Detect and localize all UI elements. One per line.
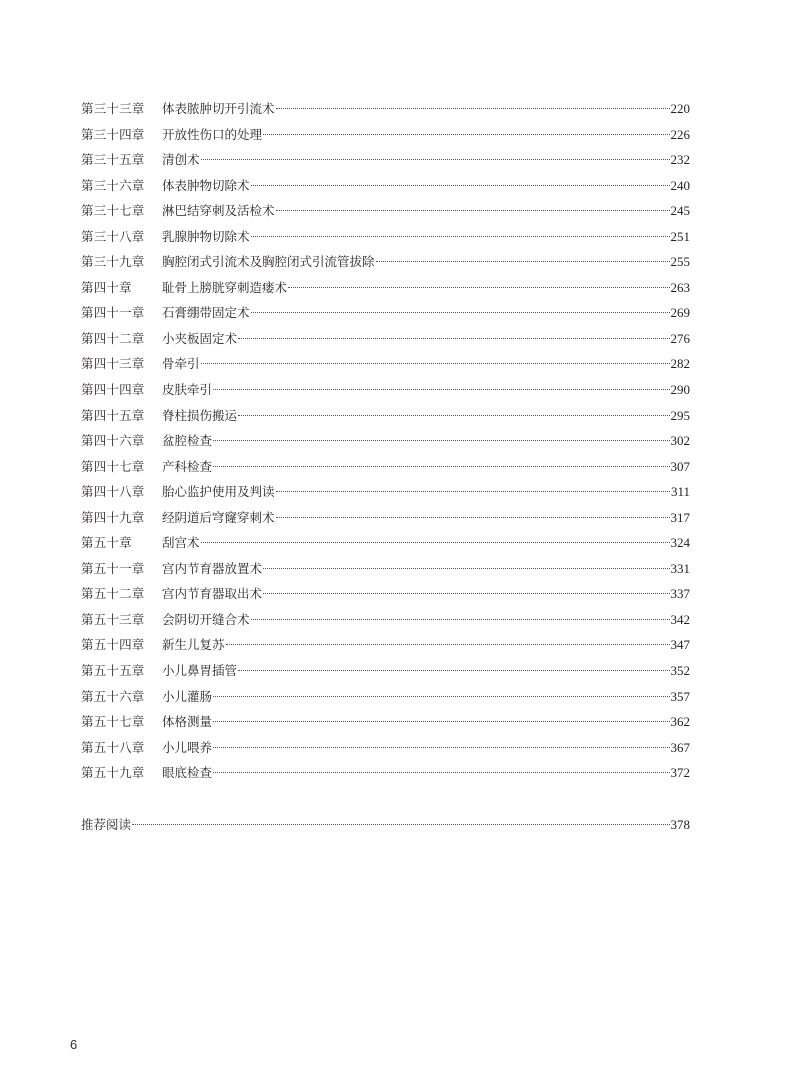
chapter-number: 第五十八章 (81, 739, 145, 755)
chapter-number: 第五十九章 (81, 765, 145, 781)
entry-page: 372 (670, 765, 690, 781)
entry-page: 226 (670, 126, 690, 142)
toc-entry[interactable] (81, 354, 690, 380)
dot-leader (213, 389, 669, 390)
entry-title: 眼底检查 (162, 765, 213, 781)
dot-leader (276, 517, 670, 518)
toc-entry[interactable] (81, 99, 690, 125)
dot-leader (213, 696, 669, 697)
chapter-number: 第三十九章 (81, 254, 145, 270)
toc-entry[interactable] (81, 278, 690, 304)
dot-leader (201, 542, 670, 543)
chapter-number: 第三十五章 (81, 152, 145, 168)
entry-title: 体表肿物切除术 (162, 177, 250, 193)
entry-page: 295 (670, 407, 690, 423)
toc-entry[interactable] (81, 661, 690, 687)
dot-leader (132, 824, 669, 825)
entry-title: 体格测量 (162, 714, 213, 730)
chapter-number: 第四十三章 (81, 356, 145, 372)
toc-entry[interactable] (81, 329, 690, 355)
recommended-reading-section (81, 815, 690, 841)
dot-leader (276, 210, 670, 211)
toc-entry[interactable] (81, 738, 690, 764)
chapter-number: 第三十三章 (81, 101, 145, 116)
chapter-number: 第四十五章 (81, 407, 145, 423)
entry-page: 269 (670, 305, 690, 321)
chapter-number: 第四十二章 (81, 330, 145, 346)
toc-entry[interactable] (81, 482, 690, 508)
entry-title: 盆腔检查 (162, 433, 213, 449)
entry-title: 骨牵引 (162, 356, 200, 372)
entry-page: 342 (670, 611, 690, 627)
chapter-number: 第四十四章 (81, 382, 145, 398)
toc-entry[interactable] (81, 227, 690, 253)
entry-title: 产科检查 (162, 458, 213, 474)
entry-title: 乳腺肿物切除术 (162, 228, 250, 244)
entry-page: 357 (670, 688, 690, 704)
entry-page: 302 (670, 433, 690, 449)
entry-title: 经阴道后穹窿穿刺术 (162, 509, 275, 525)
chapter-number: 第五十章 (81, 535, 132, 551)
entry-title: 耻骨上膀胱穿刺造瘘术 (162, 279, 288, 295)
toc-entry[interactable] (81, 687, 690, 713)
chapter-number: 第五十五章 (81, 663, 145, 679)
dot-leader (201, 159, 670, 160)
dot-leader (213, 721, 669, 722)
toc-entry[interactable] (81, 303, 690, 329)
entry-title: 小夹板固定术 (162, 330, 238, 346)
chapter-number: 第四十一章 (81, 305, 145, 321)
toc-entry[interactable] (81, 431, 690, 457)
toc-entry[interactable] (81, 763, 690, 789)
chapter-number: 第五十七章 (81, 714, 145, 730)
toc-entry[interactable] (81, 380, 690, 406)
dot-leader (263, 593, 669, 594)
entry-title: 脊柱损伤搬运 (162, 407, 238, 423)
chapter-number: 第三十六章 (81, 177, 145, 193)
entry-title: 宫内节育器放置术 (162, 560, 263, 576)
entry-page: 240 (670, 177, 690, 193)
chapter-number: 第五十四章 (81, 637, 145, 653)
toc-entry[interactable] (81, 635, 690, 661)
toc-entry[interactable] (81, 533, 690, 559)
dot-leader (201, 363, 670, 364)
dot-leader (213, 772, 669, 773)
dot-leader (288, 287, 669, 288)
dot-leader (238, 670, 669, 671)
dot-leader (276, 108, 670, 109)
entry-page: 352 (670, 663, 690, 679)
entry-title: 宫内节育器取出术 (162, 586, 263, 602)
chapter-number: 第三十八章 (81, 228, 145, 244)
dot-leader (226, 644, 670, 645)
entry-page: 276 (670, 330, 690, 346)
dot-leader (238, 415, 669, 416)
chapter-number: 第五十六章 (81, 688, 145, 704)
entry-title: 推荐阅读 (81, 817, 132, 832)
entry-page: 245 (670, 203, 690, 219)
entry-page: 337 (670, 586, 690, 602)
dot-leader (263, 568, 669, 569)
entry-page: 220 (670, 101, 690, 116)
chapter-number: 第四十八章 (81, 484, 145, 500)
entry-title: 小儿鼻胃插管 (162, 663, 238, 679)
chapter-number: 第三十四章 (81, 126, 145, 142)
entry-title: 清创术 (162, 152, 200, 168)
dot-leader (238, 338, 669, 339)
chapter-number: 第五十三章 (81, 611, 145, 627)
chapter-number: 第五十一章 (81, 560, 145, 576)
chapter-number: 第三十七章 (81, 203, 145, 219)
toc-entry[interactable] (81, 559, 690, 585)
entry-title: 胎心监护使用及判读 (162, 484, 275, 500)
entry-page: 317 (670, 509, 690, 525)
dot-leader (213, 747, 669, 748)
entry-title: 胸腔闭式引流术及胸腔闭式引流管拔除 (162, 254, 375, 270)
entry-page: 282 (670, 356, 690, 372)
toc-entry[interactable] (81, 176, 690, 202)
toc-entry[interactable] (81, 125, 690, 151)
entry-page: 324 (670, 535, 690, 551)
chapter-number: 第四十章 (81, 279, 132, 295)
dot-leader (251, 236, 670, 237)
dot-leader (213, 466, 669, 467)
toc-entry-recommended-reading[interactable] (81, 815, 690, 841)
dot-leader (251, 312, 670, 313)
table-of-contents (81, 99, 690, 789)
chapter-number: 第四十六章 (81, 433, 145, 449)
entry-title: 开放性伤口的处理 (162, 126, 263, 142)
toc-entry[interactable] (81, 201, 690, 227)
toc-entry[interactable] (81, 712, 690, 738)
entry-title: 体表脓肿切开引流术 (162, 101, 275, 116)
entry-title: 淋巴结穿刺及活检术 (162, 203, 275, 219)
entry-title: 会阴切开缝合术 (162, 611, 250, 627)
entry-title: 新生儿复苏 (162, 637, 225, 653)
dot-leader (251, 619, 670, 620)
entry-title: 刮宫术 (162, 535, 200, 551)
entry-page: 251 (670, 228, 690, 244)
entry-title: 小儿喂养 (162, 739, 213, 755)
toc-entry[interactable] (81, 584, 690, 610)
entry-title: 小儿灌肠 (162, 688, 213, 704)
dot-leader (263, 134, 669, 135)
entry-page: 307 (670, 458, 690, 474)
entry-page: 290 (670, 382, 690, 398)
dot-leader (251, 185, 670, 186)
toc-entry[interactable] (81, 150, 690, 176)
toc-entry[interactable] (81, 508, 690, 534)
toc-entry[interactable] (81, 610, 690, 636)
entry-title: 石膏绷带固定术 (162, 305, 250, 321)
dot-leader (376, 261, 670, 262)
entry-page: 367 (670, 739, 690, 755)
entry-page: 311 (670, 484, 690, 500)
entry-title: 皮肤牵引 (162, 382, 213, 398)
toc-entry[interactable] (81, 406, 690, 432)
dot-leader (213, 440, 669, 441)
entry-page: 255 (670, 254, 690, 270)
page-number: 6 (70, 1037, 78, 1052)
entry-page: 362 (670, 714, 690, 730)
entry-page: 378 (670, 817, 690, 832)
dot-leader (276, 491, 670, 492)
entry-page: 347 (670, 637, 690, 653)
toc-entry[interactable] (81, 252, 690, 278)
entry-page: 263 (670, 279, 690, 295)
entry-page: 331 (670, 560, 690, 576)
entry-page: 232 (670, 152, 690, 168)
chapter-number: 第四十七章 (81, 458, 145, 474)
chapter-number: 第四十九章 (81, 509, 145, 525)
toc-entry[interactable] (81, 457, 690, 483)
chapter-number: 第五十二章 (81, 586, 145, 602)
